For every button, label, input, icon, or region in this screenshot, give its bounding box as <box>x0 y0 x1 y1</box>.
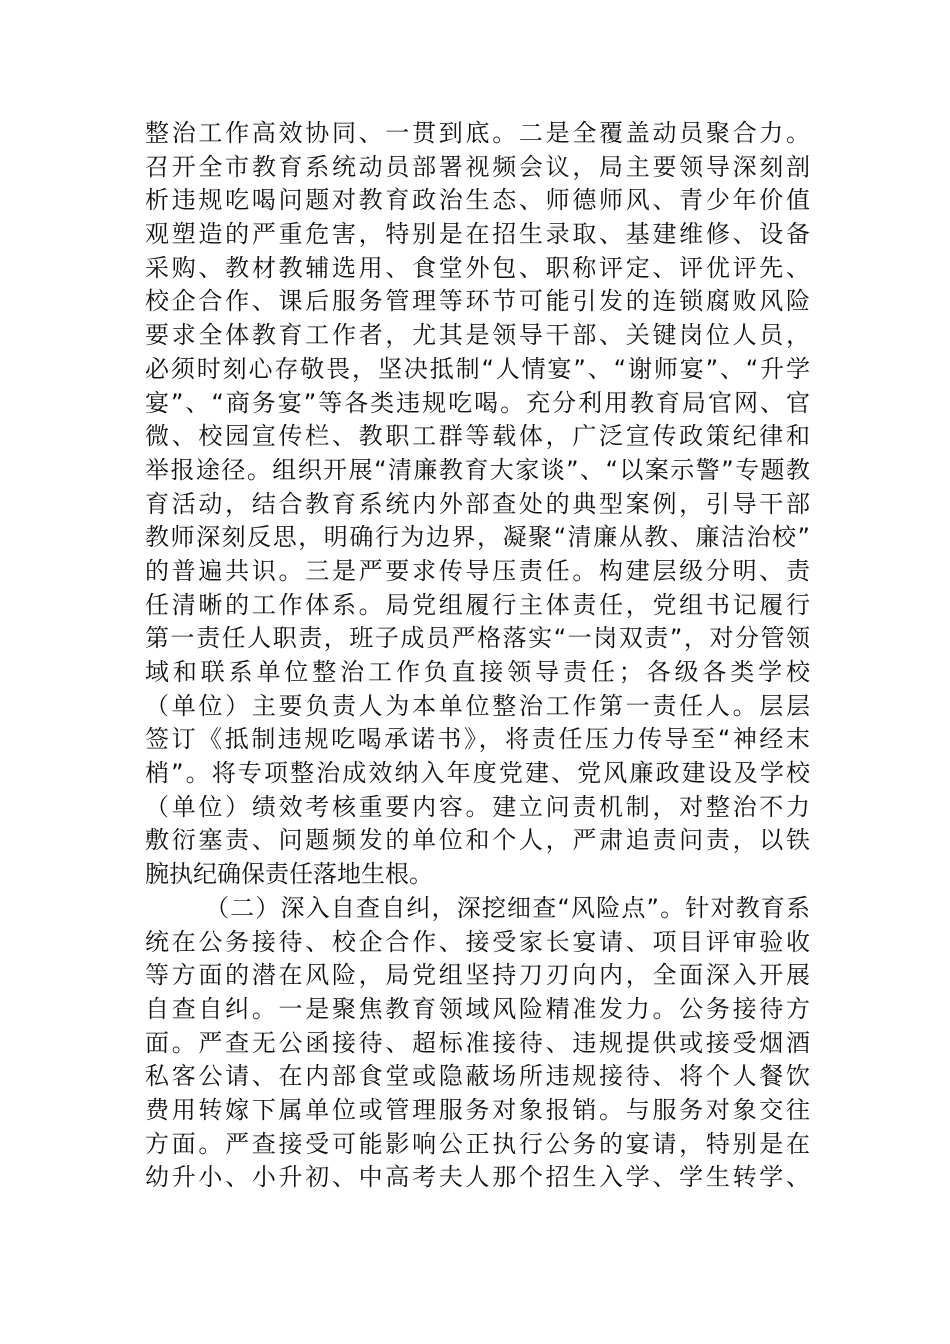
text-line: 第一责任人职责，班子成员严格落实“一岗双责”，对分管领 <box>145 624 810 653</box>
text-line: （单位）主要负责人为本单位整治工作第一责任人。层层 <box>145 691 810 720</box>
text-line: 梢”。将专项整治成效纳入年度党建、党风廉政建设及学校 <box>145 759 810 788</box>
text-line: 召开全市教育系统动员部署视频会议，局主要领导深刻剖 <box>145 152 810 181</box>
text-line: 微、校园宣传栏、教职工群等载体，广泛宣传政策纪律和 <box>145 422 810 451</box>
text-line: 幼升小、小升初、中高考夫人那个招生入学、学生转学、 <box>145 1163 810 1192</box>
section-heading-line: （二）深入自查自纠，深挖细查“风险点”。针对教育系 <box>205 893 810 922</box>
text-line: 采购、教材教辅选用、食堂外包、职称评定、评优评先、 <box>145 253 810 282</box>
text-line: 统在公务接待、校企合作、接受家长宴请、项目评审验收 <box>145 927 810 956</box>
text-line: 敷衍塞责、问题频发的单位和个人，严肃追责问责，以铁 <box>145 826 810 855</box>
text-line: 等方面的潜在风险，局党组坚持刀刃向内，全面深入开展 <box>145 961 810 990</box>
text-line: 的普遍共识。三是严要求传导压责任。构建层级分明、责 <box>145 556 810 585</box>
text-line: 面。严查无公函接待、超标准接待、违规提供或接受烟酒 <box>145 1028 810 1057</box>
text-line: 必须时刻心存敬畏，坚决抵制“人情宴”、“谢师宴”、“升学 <box>145 354 810 383</box>
text-line: 育活动，结合教育系统内外部查处的典型案例，引导干部 <box>145 489 810 518</box>
text-line: 任清晰的工作体系。局党组履行主体责任，党组书记履行 <box>145 590 810 619</box>
body-text <box>145 117 810 1195</box>
text-line: 私客公请、在内部食堂或隐蔽场所违规接待、将个人餐饮 <box>145 1062 810 1091</box>
text-line: 教师深刻反思，明确行为边界，凝聚“清廉从教、廉洁治校” <box>145 523 810 552</box>
text-line: （单位）绩效考核重要内容。建立问责机制，对整治不力 <box>145 792 810 821</box>
text-line: 域和联系单位整治工作负直接领导责任；各级各类学校 <box>145 658 810 686</box>
text-line: 方面。严查接受可能影响公正执行公务的宴请，特别是在 <box>145 1129 810 1158</box>
text-line: 宴”、“商务宴”等各类违规吃喝。充分利用教育局官网、官 <box>145 388 810 417</box>
paragraph-end-line: 腕执纪确保责任落地生根。 <box>145 860 433 889</box>
text-line: 整治工作高效协同、一贯到底。二是全覆盖动员聚合力。 <box>145 119 810 147</box>
text-line: 签订《抵制违规吃喝承诺书》，将责任压力传导至“神经末 <box>145 725 810 754</box>
text-line: 要求全体教育工作者，尤其是领导干部、关键岗位人员， <box>145 321 810 350</box>
text-line: 观塑造的严重危害，特别是在招生录取、基建维修、设备 <box>145 220 810 249</box>
text-line: 举报途径。组织开展“清廉教育大家谈”、“以案示警”专题教 <box>145 455 810 484</box>
text-line: 费用转嫁下属单位或管理服务对象报销。与服务对象交往 <box>145 1095 810 1124</box>
text-line: 校企合作、课后服务管理等环节可能引发的连锁腐败风险 <box>145 287 810 316</box>
text-line: 析违规吃喝问题对教育政治生态、师德师风、青少年价值 <box>145 186 810 215</box>
text-line: 自查自纠。一是聚焦教育领域风险精准发力。公务接待方 <box>145 994 810 1023</box>
